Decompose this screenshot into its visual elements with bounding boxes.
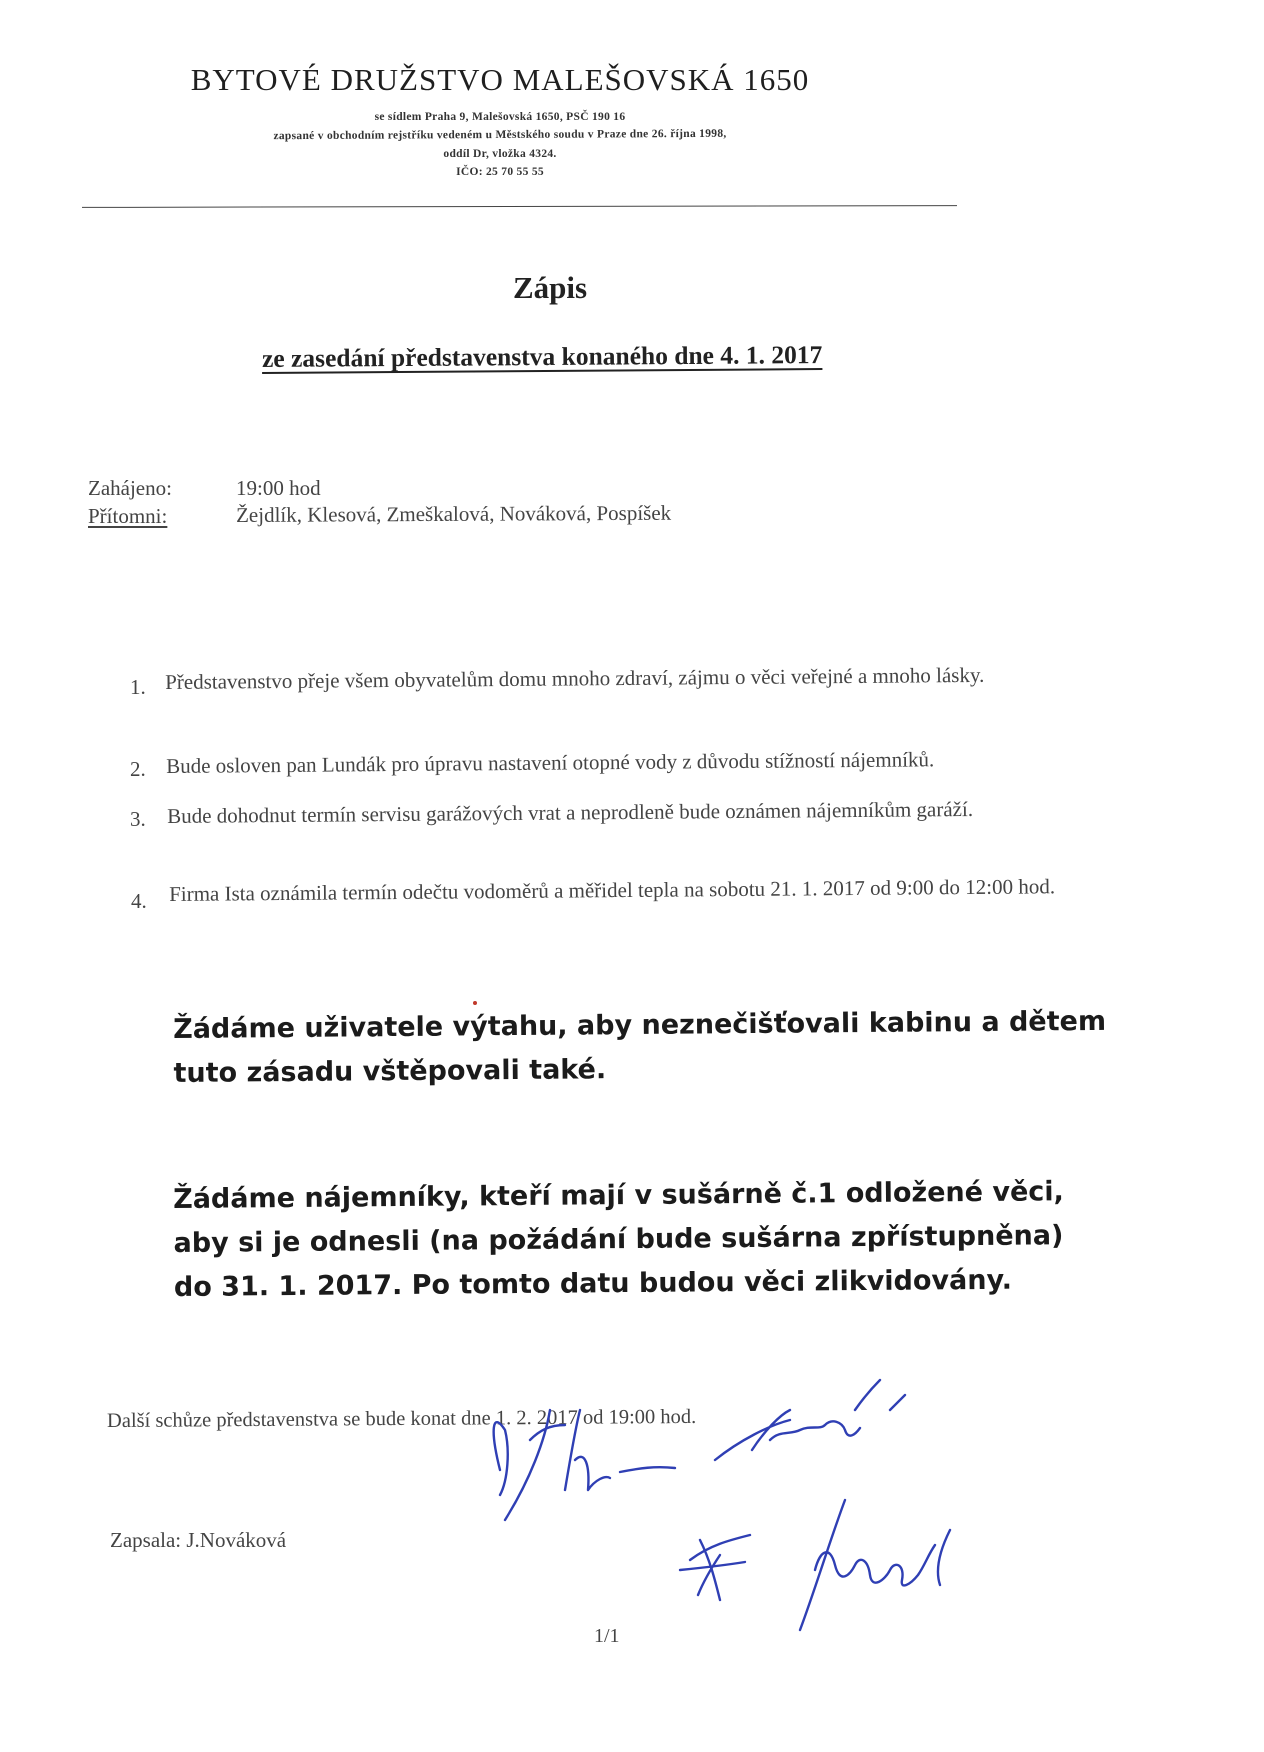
agenda-item-number: 3. [130, 807, 146, 831]
next-meeting-note: Další schůze představenstva se bude konat dne 1. 2. 2017 od 19:00 hod. [106, 1405, 697, 1433]
started-value: 19:00 hod [236, 476, 321, 500]
organization-section: oddíl Dr, vložka 4324. [443, 148, 557, 160]
agenda-item-text: Firma Ista oznámila termín odečtu vodoměrů a měřidel tepla na sobotu 21. 1. 2017 od 9:00 do 12:00 hod. [169, 874, 1056, 906]
present-label: Přítomni: [88, 504, 168, 528]
organization-name: BYTOVÉ DRUŽSTVO MALEŠOVSKÁ 1650 [190, 62, 810, 97]
present-value: Žejdlík, Klesová, Zmeškalová, Nováková, Pospíšek [236, 500, 672, 527]
document-title: Zápis [512, 270, 588, 305]
agenda-item-text: Bude dohodnut termín servisu garážových vrat a neprodleně bude oznámen nájemníkům garáží. [167, 796, 974, 828]
page-number: 1/1 [594, 1625, 620, 1647]
document-subtitle: ze zasedání představenstva konaného dne 4. 1. 2017 [261, 340, 823, 373]
started-label: Zahájeno: [88, 476, 172, 500]
agenda-item-text: Představenstvo přeje všem obyvatelům domu mnoho zdraví, zájmu o věci veřejné a mnoho lásky. [165, 662, 985, 694]
handwritten-signatures [470, 1370, 1090, 1660]
organization-seat: se sídlem Praha 9, Malešovská 1650, PSČ 190 16 [374, 111, 626, 123]
drying-room-notice: Žádáme nájemníky, kteří mají v sušárně č.1 odložené věci, aby si je odnesli (na požádání bude sušárna zpřístupněna) do 31. 1. 2017. Po tomto datu budou věci zlikvidovány. [173, 1176, 1064, 1303]
header-divider [82, 205, 957, 208]
recorded-by: Zapsala: J.Nováková [110, 1528, 287, 1552]
agenda-item-number: 2. [130, 757, 146, 781]
organization-registry: zapsané v obchodním rejstříku vedeném u Městského soudu v Praze dne 26. října 1998, [273, 127, 727, 143]
elevator-notice: Žádáme uživatele výtahu, aby neznečišťovali kabinu a dětem tuto zásadu vštěpovali také. [173, 1005, 1107, 1089]
organization-ico: IČO: 25 70 55 55 [456, 166, 544, 178]
agenda-item-number: 4. [131, 889, 147, 913]
agenda-item-text: Bude osloven pan Lundák pro úpravu nastavení otopné vody z důvodu stížností nájemníků. [166, 747, 935, 778]
agenda-item-number: 1. [130, 675, 146, 699]
